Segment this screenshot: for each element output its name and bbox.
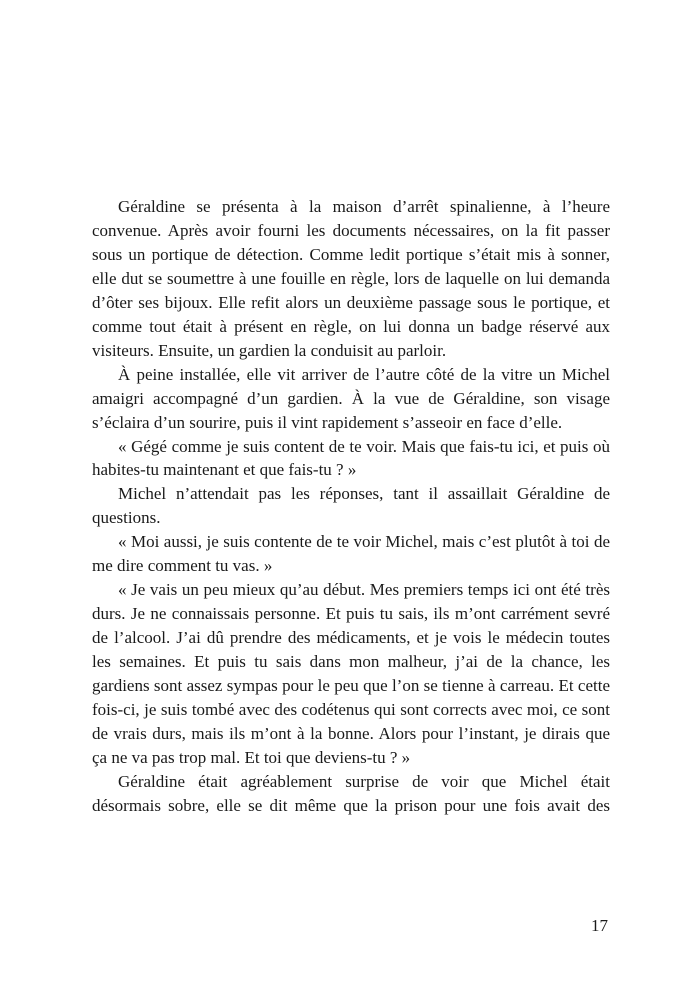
page-number: 17 <box>591 916 608 935</box>
paragraph-5: « Moi aussi, je suis contente de te voir Michel, mais c’est plutôt à toi de me dire comment tu vas. » <box>92 532 610 576</box>
paragraph-4: Michel n’attendait pas les réponses, tant il assaillait Géraldine de questions. <box>92 484 610 528</box>
paragraph-3: « Gégé comme je suis content de te voir. Mais que fais-tu ici, et puis où habites-tu maintenant et que fais-tu ? » <box>92 436 610 480</box>
paragraph-7: Géraldine était agréablement surprise de voir que Michel était désormais sobre, elle se dit même que la prison pour une fois avait des <box>92 771 610 815</box>
paragraph-6: « Je vais un peu mieux qu’au début. Mes premiers temps ici ont été très durs. Je ne connaissais personne. Et puis tu sais, ils m’ont carrément sevré de l’alcool. J’ai dû prendre des médicaments, et je vois le médecin toutes les semaines. Et puis tu sais dans mon malheur, j’ai de la chance, les gardiens sont assez sympas pour le peu que l’on se tienne à carreau. Et cette fois-ci, je suis tombé avec des codétenus qui sont corrects avec moi, ce sont de vrais durs, mais ils m’ont à la bonne. Alors pour l’instant, je dirais que ça ne va pas trop mal. Et toi que deviens-tu ? » <box>92 580 610 767</box>
body-text <box>92 195 610 818</box>
paragraph-1: Géraldine se présenta à la maison d’arrêt spinalienne, à l’heure convenue. Après avoir fourni les documents nécessaires, on la fit passer sous un portique de détection. Comme ledit portique s’était mis à sonner, elle dut se soumettre à une fouille en règle, lors de laquelle on lui demanda d’ôter ses bijoux. Elle refit alors un deuxième passage sous le portique, et comme tout était à présent en règle, on lui donna un badge réservé aux visiteurs. Ensuite, un gardien la conduisit au parloir. <box>92 197 610 360</box>
paragraph-2: À peine installée, elle vit arriver de l’autre côté de la vitre un Michel amaigri accompagné d’un gardien. À la vue de Géraldine, son visage s’éclaira d’un sourire, puis il vint rapidement s’asseoir en face d’elle. <box>92 364 610 432</box>
